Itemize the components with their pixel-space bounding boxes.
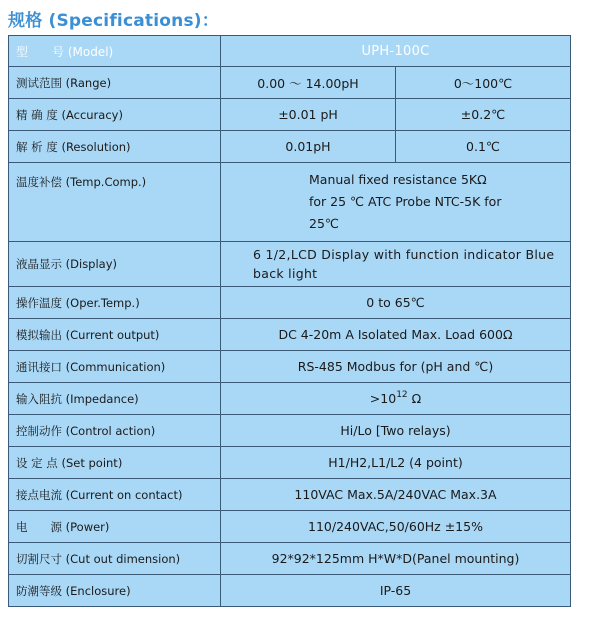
display-label: 液晶显示 (Display) (9, 242, 221, 287)
power-label: 电 源 (Power) (9, 511, 221, 543)
oper-temp-value: 0 to 65℃ (221, 287, 571, 319)
temp-comp-line-1: Manual fixed resistance 5KΩ (309, 172, 487, 187)
enclosure-value: IP-65 (221, 575, 571, 607)
resolution-ph-value: 0.01pH (221, 131, 396, 163)
table-row-display (9, 242, 571, 287)
table-row-current-on-contact (9, 479, 571, 511)
table-row-range (9, 67, 571, 99)
model-value: UPH-100C (221, 36, 571, 67)
table-row-enclosure (9, 575, 571, 607)
specifications-table (8, 35, 571, 607)
table-row-impedance (9, 383, 571, 415)
impedance-exponent: 12 (396, 389, 408, 400)
enclosure-label: 防潮等级 (Enclosure) (9, 575, 221, 607)
table-row-accuracy (9, 99, 571, 131)
set-point-label: 设 定 点 (Set point) (9, 447, 221, 479)
accuracy-temp-value: ±0.2℃ (396, 99, 571, 131)
cut-out-dimension-label: 切割尺寸 (Cut out dimension) (9, 543, 221, 575)
oper-temp-label: 操作温度 (Oper.Temp.) (9, 287, 221, 319)
accuracy-ph-value: ±0.01 pH (221, 99, 396, 131)
display-value: 6 1/2,LCD Display with function indicator Blue back light (221, 242, 571, 287)
resolution-label: 解 析 度 (Resolution) (9, 131, 221, 163)
power-value: 110/240VAC,50/60Hz ±15% (221, 511, 571, 543)
table-row-set-point (9, 447, 571, 479)
table-row-communication (9, 351, 571, 383)
table-row-resolution (9, 131, 571, 163)
accuracy-label: 精 确 度 (Accuracy) (9, 99, 221, 131)
temp-comp-label: 温度补偿 (Temp.Comp.) (9, 163, 221, 242)
table-row-model (9, 36, 571, 67)
communication-label: 通讯接口 (Communication) (9, 351, 221, 383)
impedance-value (221, 383, 571, 415)
table-row-temp-comp (9, 163, 571, 242)
page-title: 规格 (Specifications)： (8, 11, 219, 31)
cut-out-dimension-value: 92*92*125mm H*W*D(Panel mounting) (221, 543, 571, 575)
range-temp-value: 0～100℃ (396, 67, 571, 99)
control-action-label: 控制动作 (Control action) (9, 415, 221, 447)
table-row-cut-out-dimension (9, 543, 571, 575)
temp-comp-line-2: for 25 ℃ ATC Probe NTC-5K for (309, 194, 502, 209)
impedance-label: 输入阻抗 (Impedance) (9, 383, 221, 415)
current-output-value: DC 4-20m A Isolated Max. Load 600Ω (221, 319, 571, 351)
current-output-label: 模拟输出 (Current output) (9, 319, 221, 351)
temp-comp-line-3: 25℃ (309, 216, 339, 231)
range-label: 测试范围 (Range) (9, 67, 221, 99)
set-point-value: H1/H2,L1/L2 (4 point) (221, 447, 571, 479)
current-on-contact-label: 接点电流 (Current on contact) (9, 479, 221, 511)
resolution-temp-value: 0.1℃ (396, 131, 571, 163)
table-row-power (9, 511, 571, 543)
model-label: 型 号 (Model) (9, 36, 221, 67)
impedance-unit: Ω (411, 391, 422, 407)
current-on-contact-value: 110VAC Max.5A/240VAC Max.3A (221, 479, 571, 511)
table-row-control-action (9, 415, 571, 447)
communication-value: RS-485 Modbus for (pH and ℃) (221, 351, 571, 383)
table-row-current-output (9, 319, 571, 351)
table-row-oper-temp (9, 287, 571, 319)
control-action-value: Hi/Lo [Two relays) (221, 415, 571, 447)
temp-comp-value (221, 163, 571, 242)
range-ph-value: 0.00 ～ 14.00pH (221, 67, 396, 99)
impedance-base: >10 (369, 391, 397, 407)
